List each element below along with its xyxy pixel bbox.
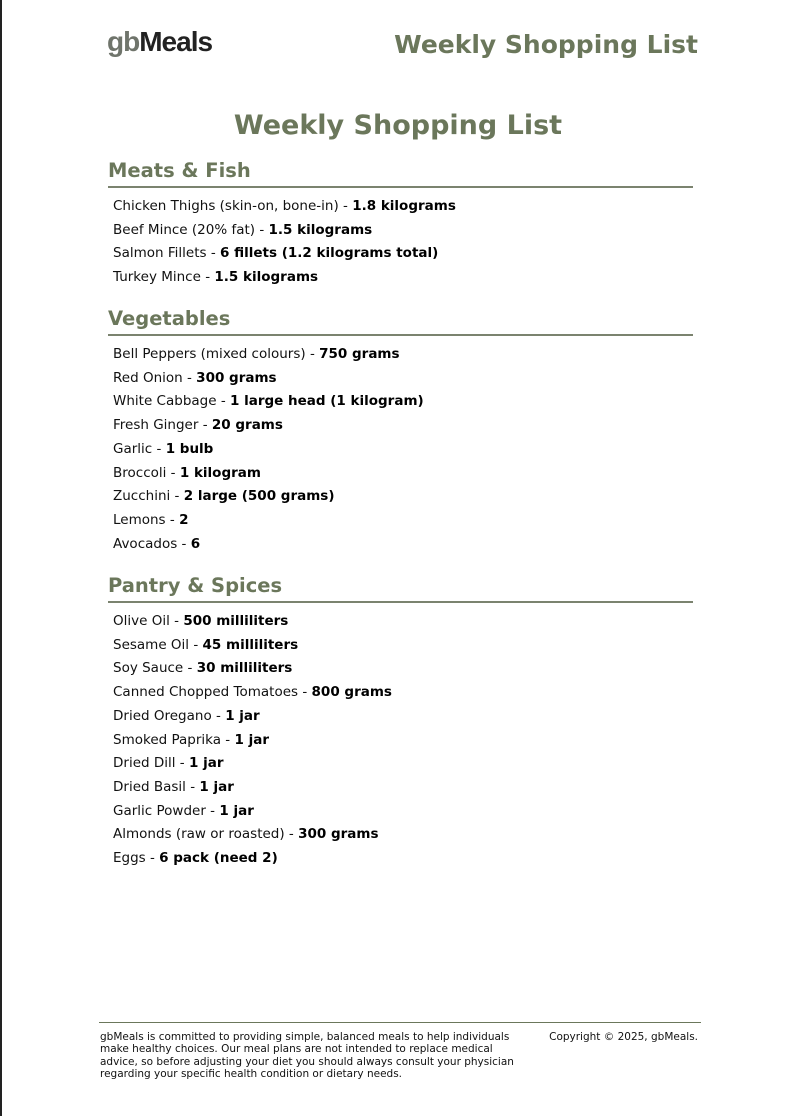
- list-item: [113, 800, 693, 824]
- item-quantity: 2: [179, 511, 189, 528]
- item-name: Soy Sauce: [113, 660, 184, 677]
- item-separator: -: [145, 850, 160, 867]
- item-name: Bell Peppers (mixed colours): [113, 346, 306, 362]
- section-heading: Vegetables: [108, 306, 693, 336]
- item-quantity: 1.5 kilograms: [214, 269, 319, 286]
- item-name: White Cabbage: [113, 393, 217, 410]
- item-separator: -: [216, 393, 230, 410]
- logo-gb: gb: [107, 26, 140, 57]
- item-quantity: 30 milliliters: [196, 660, 293, 677]
- footer-copyright: Copyright © 2025, gbMeals.: [549, 1031, 698, 1043]
- item-quantity: 1 large head (1 kilogram): [230, 393, 424, 410]
- item-name: Dried Dill: [113, 755, 176, 772]
- item-name: Fresh Ginger: [113, 417, 199, 434]
- section-heading: Meats & Fish: [108, 158, 693, 188]
- list-item: [113, 367, 693, 391]
- list-item: [113, 390, 693, 414]
- list-item: [113, 729, 693, 753]
- item-separator: -: [200, 269, 215, 286]
- item-separator: -: [198, 417, 212, 434]
- item-quantity: 500 milliliters: [183, 613, 289, 629]
- item-list: [108, 603, 693, 871]
- item-quantity: 1 jar: [234, 731, 269, 748]
- item-separator: -: [211, 707, 226, 724]
- item-separator: -: [338, 198, 353, 214]
- item-name: Turkey Mince: [113, 269, 201, 286]
- item-separator: -: [170, 488, 184, 505]
- item-name: Lemons: [113, 511, 166, 528]
- list-item: [113, 343, 693, 367]
- item-name: Garlic Powder: [113, 802, 206, 819]
- list-item: [113, 219, 693, 243]
- item-separator: -: [177, 535, 191, 552]
- item-quantity: 1 jar: [199, 778, 234, 795]
- item-separator: -: [189, 636, 203, 653]
- item-separator: -: [175, 755, 189, 772]
- item-name: Chicken Thighs (skin-on, bone-in): [113, 198, 339, 214]
- list-item: [113, 705, 693, 729]
- item-quantity: 1 jar: [219, 802, 254, 819]
- item-name: Olive Oil: [113, 613, 170, 629]
- section-meats-fish: [108, 158, 693, 290]
- item-separator: -: [298, 684, 312, 701]
- list-item: [113, 610, 693, 634]
- list-item: [113, 634, 693, 658]
- section-pantry-spices: [108, 573, 693, 871]
- item-separator: -: [205, 802, 220, 819]
- item-quantity: 20 grams: [211, 417, 283, 434]
- item-name: Smoked Paprika: [113, 731, 222, 748]
- section-vegetables: [108, 306, 693, 556]
- list-item: [113, 462, 693, 486]
- item-quantity: 6 pack (need 2): [159, 850, 278, 867]
- item-quantity: 1.5 kilograms: [268, 221, 373, 238]
- item-name: Beef Mince (20% fat): [113, 221, 256, 238]
- item-separator: -: [206, 245, 220, 262]
- item-separator: -: [166, 464, 180, 481]
- item-separator: -: [221, 731, 235, 748]
- logo: [107, 26, 212, 58]
- page-title: Weekly Shopping List: [233, 110, 563, 141]
- list-item: [113, 657, 693, 681]
- item-quantity: 45 milliliters: [202, 636, 299, 653]
- item-name: Zucchini: [113, 488, 171, 505]
- item-name: Avocados: [113, 535, 178, 552]
- item-name: Dried Oregano: [113, 707, 212, 724]
- list-item: [113, 509, 693, 533]
- item-separator: -: [284, 826, 299, 843]
- item-quantity: 750 grams: [319, 346, 400, 362]
- item-separator: -: [183, 660, 197, 677]
- item-quantity: 300 grams: [196, 369, 277, 386]
- item-separator: -: [169, 613, 184, 629]
- item-separator: -: [255, 221, 269, 238]
- item-name: Broccoli: [113, 464, 167, 481]
- logo-meals: Meals: [139, 26, 213, 57]
- header-title: Weekly Shopping List: [394, 30, 698, 59]
- item-quantity: 1 kilogram: [179, 464, 261, 481]
- item-name: Canned Chopped Tomatoes: [113, 684, 299, 701]
- item-quantity: 800 grams: [311, 684, 392, 701]
- item-quantity: 1 jar: [225, 707, 260, 724]
- item-name: Red Onion: [113, 369, 183, 386]
- item-quantity: 1 jar: [188, 755, 224, 772]
- list-item: [113, 242, 693, 266]
- item-separator: -: [152, 440, 166, 457]
- list-item: [113, 485, 693, 509]
- item-name: Almonds (raw or roasted): [113, 826, 285, 843]
- list-item: [113, 195, 693, 219]
- footer-divider: [99, 1022, 701, 1023]
- item-name: Dried Basil: [113, 778, 186, 795]
- item-separator: -: [182, 369, 197, 386]
- list-item: [113, 414, 693, 438]
- item-name: Eggs: [113, 850, 146, 867]
- list-item: [113, 752, 693, 776]
- item-list: [108, 188, 693, 290]
- list-item: [113, 438, 693, 462]
- item-separator: -: [185, 778, 200, 795]
- item-quantity: 6 fillets (1.2 kilograms total): [220, 245, 439, 262]
- item-quantity: 300 grams: [298, 826, 379, 843]
- item-name: Garlic: [113, 440, 153, 457]
- list-item: [113, 776, 693, 800]
- list-item: [113, 823, 693, 847]
- list-item: [113, 681, 693, 705]
- item-name: Salmon Fillets: [113, 245, 207, 262]
- item-quantity: 1.8 kilograms: [352, 198, 456, 214]
- list-item: [113, 266, 693, 290]
- item-quantity: 1 bulb: [165, 440, 214, 457]
- item-quantity: 6: [190, 535, 201, 552]
- item-separator: -: [165, 511, 180, 528]
- section-heading: Pantry & Spices: [108, 573, 693, 603]
- item-list: [108, 336, 693, 556]
- item-quantity: 2 large (500 grams): [183, 488, 335, 505]
- list-item: [113, 847, 693, 871]
- footer-disclaimer: gbMeals is committed to providing simple, balanced meals to help individuals make healthy choices. Our meal plans are not intended to replace medical advice, so before adjusting your diet you should always consult your physician regarding your specific health condition or dietary needs.: [100, 1031, 514, 1080]
- item-name: Sesame Oil: [113, 636, 190, 653]
- list-item: [113, 533, 693, 557]
- item-separator: -: [305, 346, 320, 362]
